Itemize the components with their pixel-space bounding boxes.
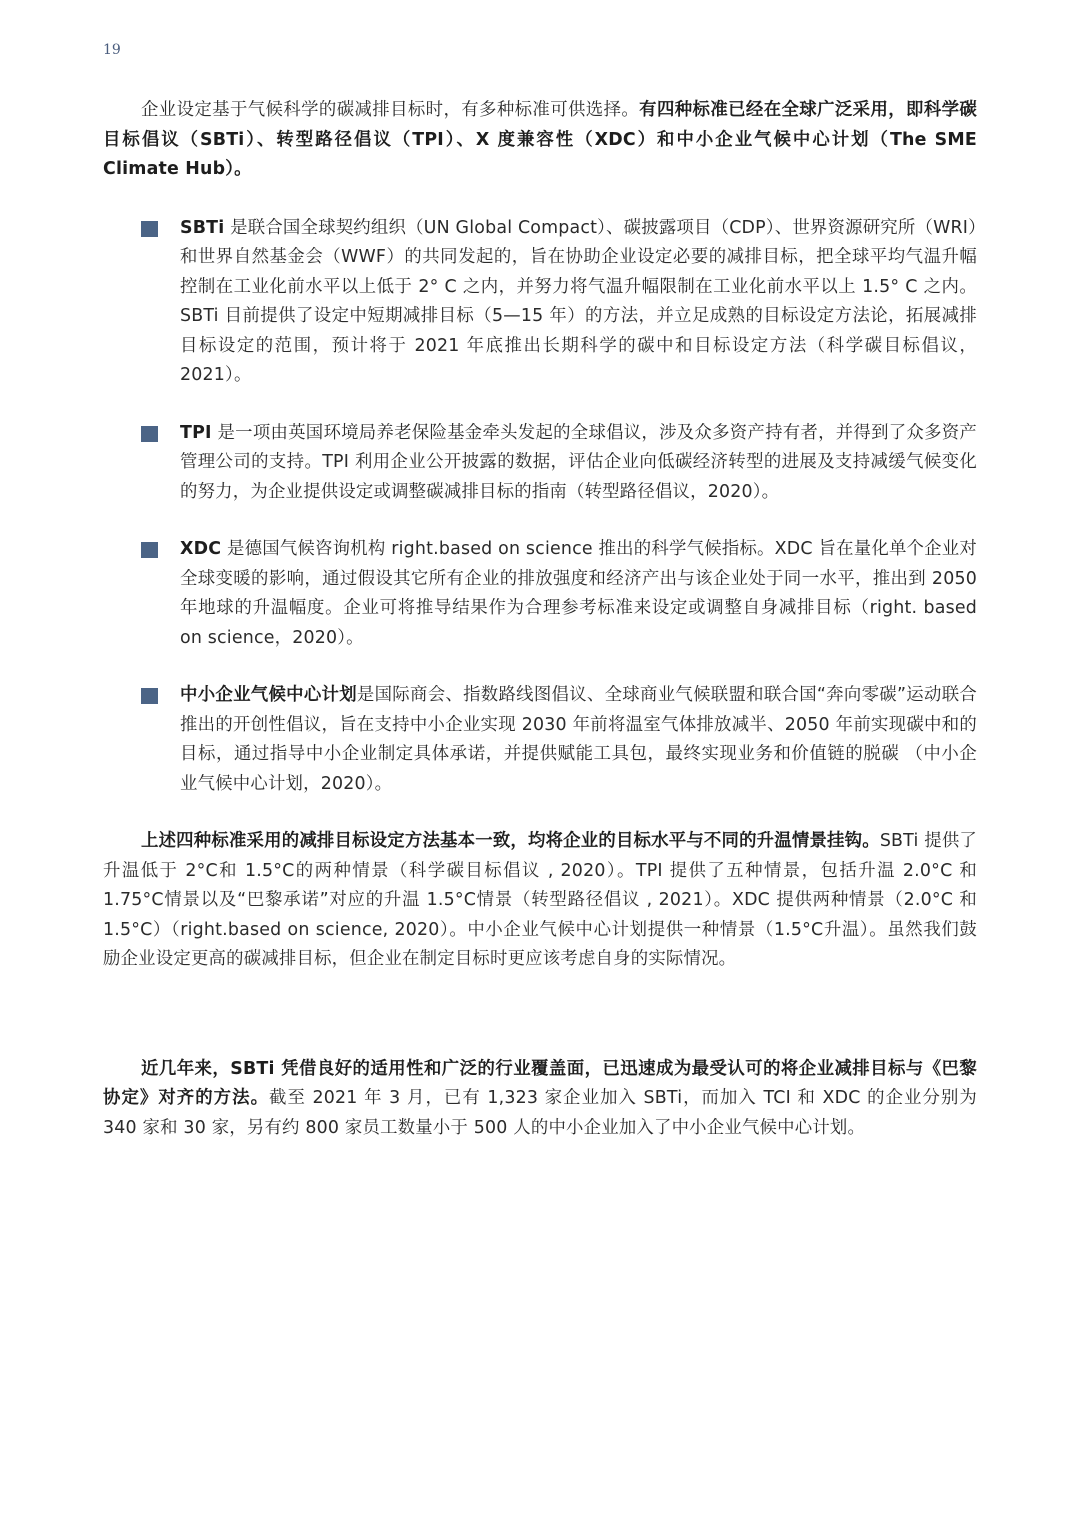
list-item-text [180,681,977,799]
list-item-sbti [103,214,977,391]
list-item-term: SBTi [180,217,225,238]
intro-bold-text: 有四种标准已经在全球广泛采用，即科学碳目标倡议（SBTi）、转型路径倡议（TPI）、X 度兼容性（XDC）和中小企业气候中心计划（The SME Climate Hub）。 [103,100,977,179]
list-item-text [180,214,977,391]
list-item-sme-climate-hub [103,681,977,799]
bullet-square-icon [141,221,158,237]
scenarios-paragraph [103,827,977,975]
list-item-text [180,419,977,508]
list-item-description: 是德国气候咨询机构 right.based on science 推出的科学气候指标。XDC 旨在量化单个企业对全球变暖的影响，通过假设其它所有企业的排放强度和经济产出与该企业处于同一水平，推出到 2050 年地球的升温幅度。企业可将推导结果作为合理参考标准来设定或调整自身减排目标（right. based on science，2020）。 [180,539,977,648]
list-item-text [180,535,977,653]
page-number: 19 [103,42,121,58]
list-item-term: TPI [180,422,212,443]
adoption-paragraph [103,1055,977,1144]
scenarios-bold-text: 上述四种标准采用的减排目标设定方法基本一致，均将企业的目标水平与不同的升温情景挂钩。 [141,831,880,851]
list-item-description: 是联合国全球契约组织（UN Global Compact）、碳披露项目（CDP）、世界资源研究所（WRI）和世界自然基金会（WWF）的共同发起的，旨在协助企业设定必要的减排目标，把全球平均气温升幅控制在工业化前水平以上低于 2° C 之内，并努力将气温升幅限制在工业化前水平以上 1.5° C 之内。SBTi 目前提供了设定中短期减排目标（5—15 年）的方法，并立足成熟的目标设定方法论，拓展减排目标设定的范围，预计将于 2021 年底推出长期科学的碳中和目标设定方法（科学碳目标倡议，2021）。 [180,217,977,385]
intro-text: 企业设定基于气候科学的碳减排目标时，有多种标准可供选择。 [141,100,640,120]
bullet-square-icon [141,426,158,442]
bullet-square-icon [141,688,158,704]
scenarios-text: SBTi 提供了升温低于 2°C和 1.5°C的两种情景（科学碳目标倡议 , 2020）。TPI 提供了五种情景，包括升温 2.0°C 和 1.75°C情景以及“巴黎承诺”对应的升温 1.5°C情景（转型路径倡议 , 2021）。XDC 提供两种情景（2.0°C 和 1.5°C）（right.based on science, 2020）。中小企业气候中心计划提供一种情景（1.5°C升温）。虽然我们鼓励企业设定更高的碳减排目标，但企业在制定目标时更应该考虑自身的实际情况。 [103,831,978,969]
list-item-term: 中小企业气候中心计划 [180,685,357,705]
list-item-term: XDC [180,539,222,559]
adoption-bold-text: 近几年来，SBTi 凭借良好的适用性和广泛的行业覆盖面，已迅速成为最受认可的将企业减排目标与《巴黎协定》对齐的方法。 [103,1058,977,1108]
list-item-description: 是一项由英国环境局养老保险基金牵头发起的全球倡议，涉及众多资产持有者，并得到了众多资产管理公司的支持。TPI 利用企业公开披露的数据，评估企业向低碳经济转型的进展及支持减缓气候变化的努力，为企业提供设定或调整碳减排目标的指南（转型路径倡议，2020）。 [180,422,977,502]
document-body [103,96,977,1143]
list-item-description: 是国际商会、指数路线图倡议、全球商业气候联盟和联合国“奔向零碳”运动联合推出的开创性倡议，旨在支持中小企业实现 2030 年前将温室气体排放减半、2050 年前实现碳中和的目标，通过指导中小企业制定具体承诺，并提供赋能工具包，最终实现业务和价值链的脱碳 （中小企业气候中心计划，2020）。 [180,685,977,794]
list-item-xdc [103,535,977,653]
intro-paragraph [103,96,977,185]
standards-list [103,214,977,800]
adoption-text: 截至 2021 年 3 月，已有 1,323 家企业加入 SBTi，而加入 TCI 和 XDC 的企业分别为 340 家和 30 家，另有约 800 家员工数量小于 500 人的中小企业加入了中小企业气候中心计划。 [103,1088,977,1138]
bullet-square-icon [141,542,158,558]
list-item-tpi [103,419,977,508]
